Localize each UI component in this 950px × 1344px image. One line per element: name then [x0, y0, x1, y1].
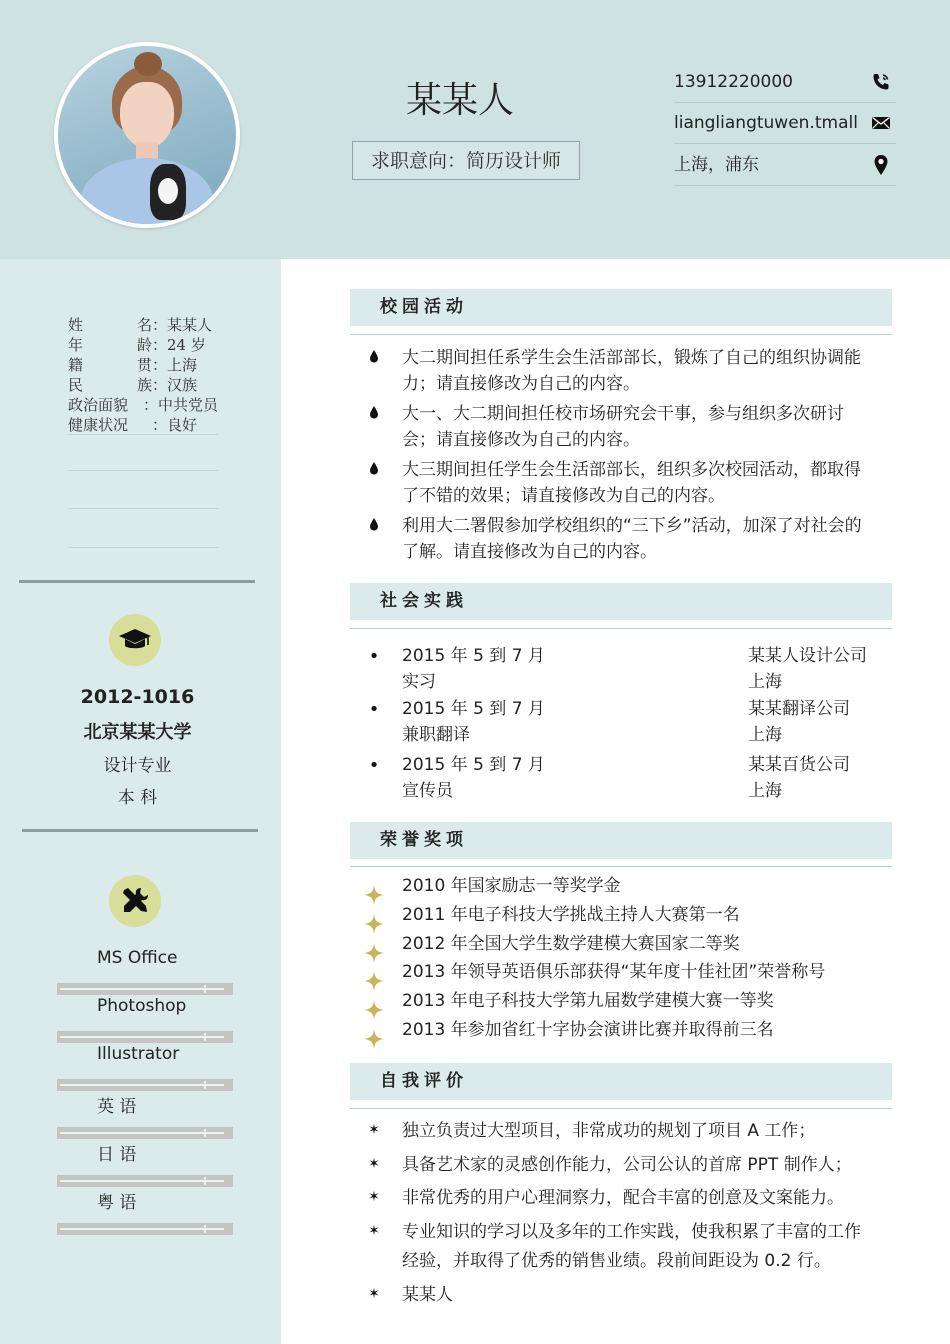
info-row: 姓 名 ： 某某人 — [68, 316, 213, 334]
practice-role: 兼职翻译 — [402, 725, 470, 745]
info-value: 24 岁 — [167, 336, 206, 354]
graduation-cap-icon — [109, 614, 161, 666]
section-underline — [350, 628, 892, 629]
skill-track — [60, 1228, 224, 1230]
education-school: 北京某某大学 — [83, 722, 192, 743]
skill-level-marker — [204, 1177, 206, 1185]
honor-item: 2013 年参加省红十字协会演讲比赛并取得前三名 — [402, 1020, 774, 1040]
skill-label: MS Office — [97, 948, 178, 968]
honor-item: 2013 年领导英语俱乐部获得“某年度十佳社团”荣誉称号 — [402, 962, 826, 983]
education-years: 2012-1016 — [80, 686, 195, 708]
skill-level-marker — [204, 1081, 206, 1089]
self-eval-item: 具备艺术家的灵感创作能力，公司公认的首席 PPT 制作人； — [402, 1155, 852, 1175]
skill-level-bar — [57, 1175, 233, 1187]
practice-company: 某某翻译公司 — [748, 699, 850, 719]
star-bullet-icon: ✶ — [368, 1156, 380, 1172]
practice-city: 上海 — [748, 725, 782, 745]
star-bullet-icon: ✶ — [368, 1286, 380, 1302]
skill-label: Photoshop — [97, 996, 187, 1016]
phone-icon — [870, 62, 892, 102]
section-separator — [19, 580, 255, 583]
self-eval-item: 非常优秀的用户心理洞察力，配合丰富的创意及文案能力。 — [402, 1188, 844, 1208]
skill-track — [60, 988, 224, 990]
sparkle-star-icon — [364, 914, 384, 934]
skill-level-marker — [204, 1225, 206, 1233]
info-row: 健康状况 ： 良好 — [68, 416, 198, 434]
drop-bullet-icon — [366, 349, 382, 367]
skill-label: 英 语 — [97, 1097, 137, 1117]
honor-item: 2013 年电子科技大学第九届数学建模大赛一等奖 — [402, 991, 774, 1012]
info-value: 某某人 — [167, 316, 213, 334]
sparkle-star-icon — [364, 885, 384, 905]
skill-level-bar — [57, 1079, 233, 1091]
info-row: 政治面貌 ： 中共党员 — [68, 396, 218, 414]
drop-bullet-icon — [366, 517, 382, 535]
honor-item: 2010 年国家励志一等奖学金 — [402, 876, 621, 896]
profile-photo — [54, 42, 240, 228]
skill-label: 粤 语 — [97, 1193, 137, 1213]
star-bullet-icon: ✶ — [368, 1122, 380, 1138]
skill-track — [60, 1084, 224, 1086]
info-value: 上海 — [167, 356, 198, 374]
practice-date: 2015 年 5 到 7 月 — [402, 646, 545, 666]
contact-location — [674, 145, 896, 186]
skill-level-marker — [204, 985, 206, 993]
campus-item: 大二期间担任系学生会生活部部长，锻炼了自己的组织协调能力；请直接修改为自己的内容。 — [402, 348, 861, 394]
practice-role: 宣传员 — [402, 781, 453, 801]
campus-item: 利用大二署假参加学校组织的“三下乡”活动，加深了对社会的了解。请直接修改为自己的内容。 — [402, 516, 862, 562]
education-degree: 本 科 — [117, 788, 158, 808]
sparkle-star-icon — [364, 971, 384, 991]
section-heading-self-eval: 自我评价 — [350, 1063, 892, 1100]
section-underline — [350, 866, 892, 867]
self-eval-item: 专业知识的学习以及多年的工作实践，使我积累了丰富的工作经验，并取得了优秀的销售业绩。段前间距设为 0.2 行。 — [402, 1222, 861, 1271]
section-heading-honors: 荣誉奖项 — [350, 822, 892, 859]
info-row: 年 龄 ： 24 岁 — [68, 336, 206, 354]
tools-icon — [109, 875, 161, 927]
practice-city: 上海 — [748, 672, 782, 692]
drop-bullet-icon — [366, 405, 382, 423]
email-text: liangliangtuwen.tmall — [674, 113, 858, 133]
sparkle-star-icon — [364, 943, 384, 963]
section-heading-practice: 社会实践 — [350, 583, 892, 620]
education-major: 设计专业 — [103, 756, 172, 776]
phone-text: 13912220000 — [674, 72, 793, 92]
contact-phone — [674, 62, 896, 103]
skill-level-marker — [204, 1033, 206, 1041]
honor-item: 2011 年电子科技大学挑战主持人大赛第一名 — [402, 904, 740, 925]
skill-level-bar — [57, 1223, 233, 1235]
campus-item: 大一、大二期间担任校市场研究会干事，参与组织多次研讨会；请直接修改为自己的内容。 — [402, 404, 844, 450]
skill-level-bar — [57, 1127, 233, 1139]
personal-info — [68, 315, 218, 435]
location-pin-icon — [870, 145, 892, 185]
person-name: 某某人 — [405, 80, 514, 121]
skill-level-bar — [57, 983, 233, 995]
sparkle-star-icon — [364, 1029, 384, 1049]
dot-bullet-icon: • — [368, 699, 380, 720]
practice-date: 2015 年 5 到 7 月 — [402, 699, 545, 719]
section-underline — [350, 1108, 892, 1109]
divider — [68, 547, 218, 548]
practice-role: 实习 — [402, 672, 436, 692]
honor-item: 2012 年全国大学生数学建模大赛国家二等奖 — [402, 933, 740, 954]
drop-bullet-icon — [366, 461, 382, 479]
info-row: 民 族 ： 汉族 — [68, 376, 198, 394]
mail-icon — [870, 103, 892, 143]
info-row: 籍 贯 ： 上海 — [68, 356, 198, 374]
sparkle-star-icon — [364, 1000, 384, 1020]
star-bullet-icon: ✶ — [368, 1189, 380, 1205]
divider — [68, 470, 218, 471]
contact-email — [674, 103, 896, 144]
section-separator — [22, 829, 258, 832]
dot-bullet-icon: • — [368, 755, 380, 776]
info-value: 中共党员 — [157, 396, 218, 414]
location-text: 上海，浦东 — [674, 155, 759, 175]
skill-label: Illustrator — [97, 1044, 180, 1064]
divider — [68, 508, 218, 509]
skill-track — [60, 1132, 224, 1134]
practice-company: 某某百货公司 — [748, 755, 850, 775]
skill-track — [60, 1180, 224, 1182]
section-underline — [350, 334, 892, 335]
info-value: 汉族 — [167, 376, 198, 394]
divider — [68, 434, 218, 435]
skill-level-bar — [57, 1031, 233, 1043]
info-value: 良好 — [167, 416, 198, 434]
practice-city: 上海 — [748, 781, 782, 801]
star-bullet-icon: ✶ — [368, 1223, 380, 1239]
practice-date: 2015 年 5 到 7 月 — [402, 755, 545, 775]
skill-level-marker — [204, 1129, 206, 1137]
section-heading-campus: 校园活动 — [350, 289, 892, 326]
practice-company: 某某人设计公司 — [748, 646, 867, 666]
job-intent: 求职意向：简历设计师 — [352, 141, 580, 180]
skill-label: 日 语 — [97, 1145, 137, 1165]
campus-item: 大三期间担任学生会生活部部长，组织多次校园活动，都取得了不错的效果；请直接修改为自己的内容。 — [402, 460, 861, 506]
self-eval-item: 某某人 — [402, 1285, 453, 1305]
dot-bullet-icon: • — [368, 646, 380, 667]
self-eval-item: 独立负责过大型项目，非常成功的规划了项目 A 工作； — [402, 1121, 816, 1141]
skill-track — [60, 1036, 224, 1038]
